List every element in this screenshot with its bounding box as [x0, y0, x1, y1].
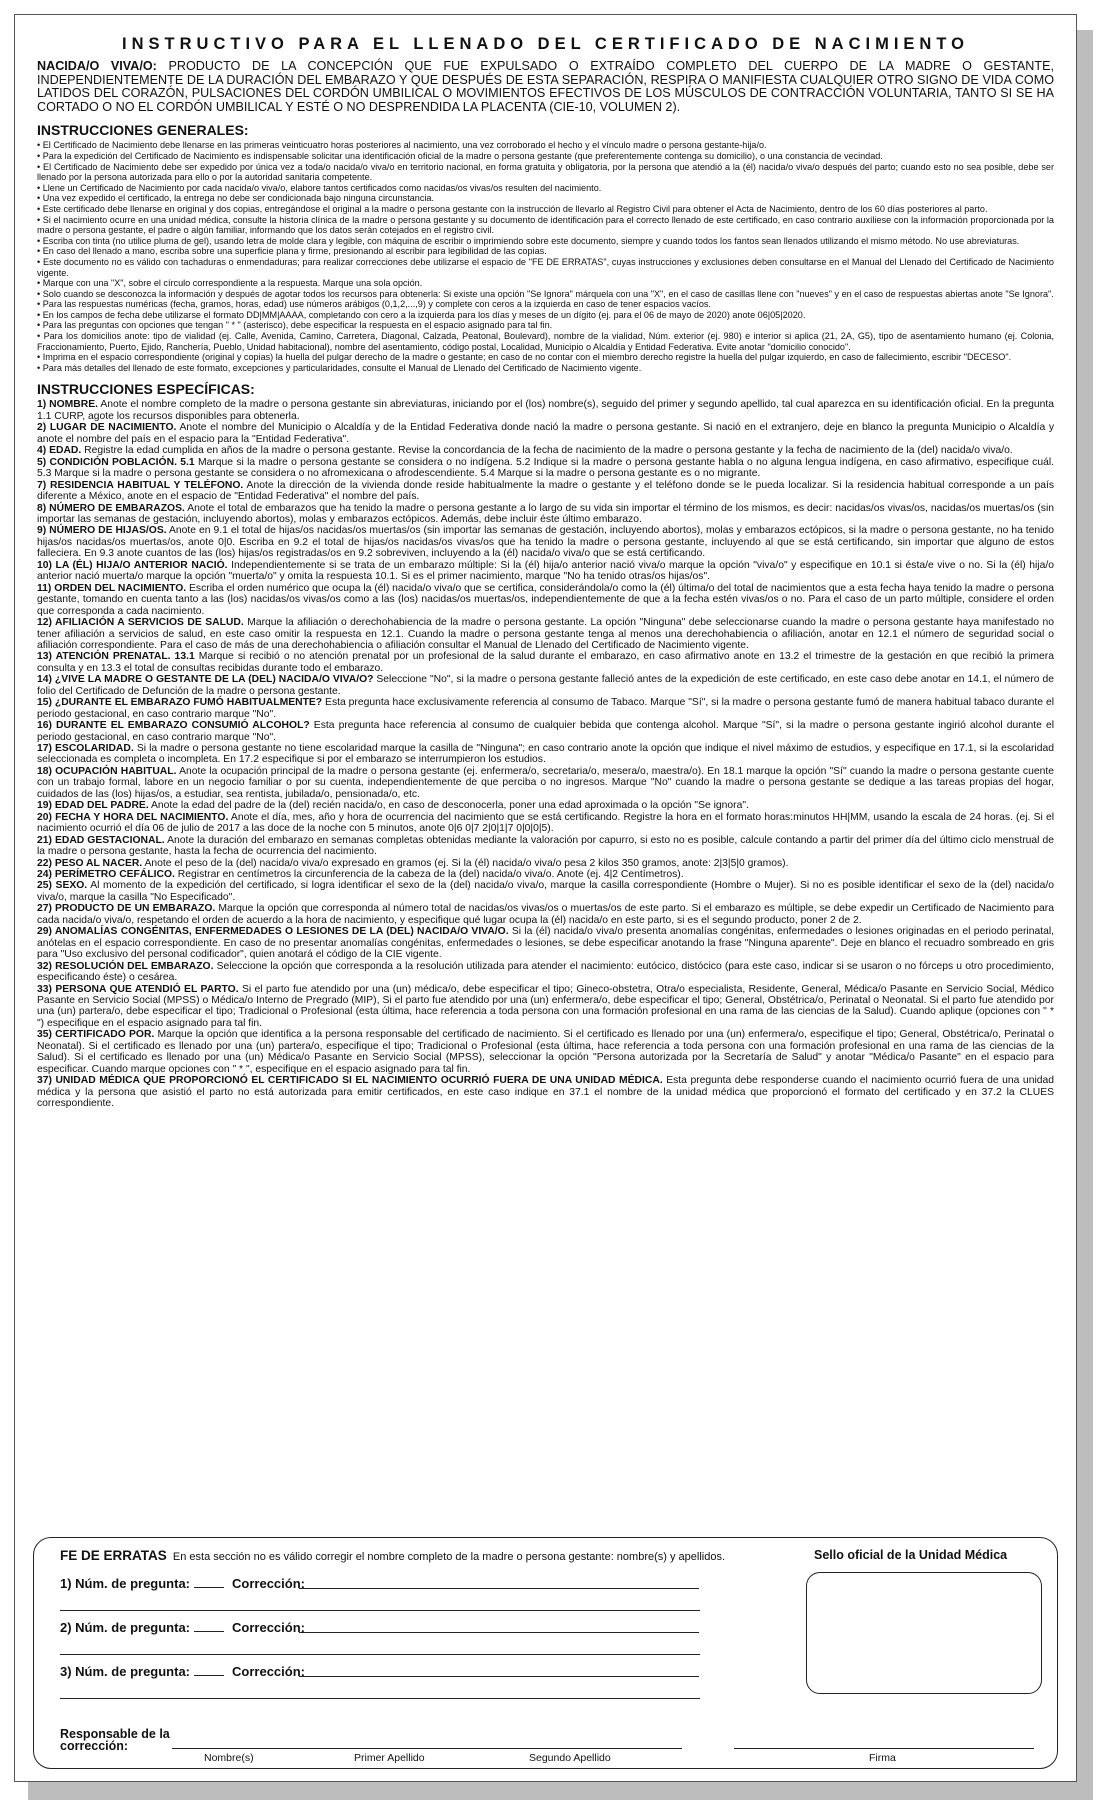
instruction-heading: 35) CERTIFICADO POR. — [37, 1029, 155, 1041]
instruction-heading: 4) EDAD. — [37, 445, 82, 457]
instruction-heading: 17) ESCOLARIDAD. — [37, 743, 134, 755]
instruction-text: Anote la dirección de la vivienda donde reside habitualmente la madre o gestante y el teléfono donde se le pueda localizar. Si la residencia habitual corresponde a un país diferente a México, anote en el espacio de "Entidad Federativa" el nombre del país. — [37, 479, 1054, 503]
correction-field[interactable] — [299, 1588, 699, 1589]
errata-note: En esta sección no es válido corregir el nombre completo de la madre o persona gestante: nombre(s) y apellidos. — [172, 1551, 726, 1563]
instruction-text: Marque la afiliación o derechohabiencia de la madre o persona gestante. La opción "Ninguna" debe seleccionarse cuando la madre o persona gestante haya manifestado no tener afiliación a servicios de salud, en este caso omitir la respuesta en 12.1. Cuando la madre o persona gestante tenga al menos una derechohabiencia o afiliación, anotar en 12.1 el número de seguridad social o afiliación correspondiente. Para el caso de más de una derechohabiencia o afiliación consultar el Manual de Llenado del Certificado de Nacimiento vigente. — [37, 617, 1054, 651]
errata-row — [60, 1664, 305, 1679]
specific-instruction-item — [37, 1029, 1054, 1075]
instruction-text: Anote el peso de la (del) nacida/o viva/o expresado en gramos (ej. Si la (él) nacida/o viva/o pesa 2 kilos 350 gramos, anote: 2|3|5|0 gramos). — [142, 857, 789, 869]
correction-field-line[interactable] — [60, 1610, 700, 1611]
specific-instruction-item — [37, 880, 1054, 903]
caption-second-surname: Segundo Apellido — [529, 1752, 611, 1764]
instruction-text: Marque si recibió o no atención prenatal por un profesional de la salud durante el embarazo, en caso afirmativo anote en 13.2 el trimestre de la gestación en que recibió la primera consulta y en 13.3 el total de consultas recibidas durante todo el embarazo. — [37, 651, 1054, 674]
instruction-text: Si la (él) nacida/o viva/o presenta anomalías congénitas, enfermedades o lesiones originadas en el periodo perinatal, anótelas en el espacio correspondiente. En caso de no presentar anomalías congénitas, enfermedades o lesiones, se debe especificar anotando la frase "Ninguna aparente". Deje en blanco el recuadro sombreado en gris para "Uso exclusivo del personal codificador", quien anotará el código de la CIE vigente. — [37, 926, 1055, 961]
correction-field-line[interactable] — [60, 1698, 700, 1699]
general-instruction-item: • Para las respuestas numéricas (fecha, gramos, horas, edad) use números arábigos (0,1,2,...,9) y complete con ceros a la izquierda en caso de tener espacios vacíos. — [37, 299, 1054, 310]
errata-row — [60, 1576, 305, 1591]
specific-instruction-item — [37, 961, 1054, 984]
instruction-heading: 9) NÚMERO DE HIJAS/OS. — [37, 525, 167, 537]
instruction-heading: 37) UNIDAD MÉDICA QUE PROPORCIONÓ EL CERTIFICADO SI EL NACIMIENTO OCURRIÓ FUERA DE UNA UNIDAD MÉDICA. — [37, 1075, 663, 1087]
instruction-text: Anote la duración del embarazo en semanas completas obtenidas mediante la valoración por capurro, si esto no es posible, calcule contando a partir del primer día del último ciclo menstrual de la madre o persona gestante, hasta la fecha de ocurrencia del nacimiento. — [37, 834, 1054, 858]
instruction-heading: 22) PESO AL NACER. — [37, 857, 143, 869]
specific-instruction-item — [37, 926, 1054, 960]
general-instruction-item: • Marque con una "X", sobre el círculo correspondiente a la respuesta. Marque una sola opción. — [37, 278, 1054, 289]
instruction-text: Independientemente si se trata de un embarazo múltiple: Si la (él) hija/o anterior nació viva/o marque la opción "viva/o" y especifique en 10.1 si ésta/e vive o no. Si la (él) hija/o anterior nació muerta/o marque la opción "muerta/o" y omita la respuesta 10.1. Si es el primer nacimiento, marque "No ha tenido otras/os hijas/os". — [37, 559, 1054, 583]
general-instructions-list — [37, 140, 1054, 373]
specific-instruction-item — [37, 869, 1054, 880]
specific-instruction-item — [37, 984, 1054, 1030]
question-number-field[interactable] — [194, 1631, 224, 1632]
instruction-heading: 8) NÚMERO DE EMBARAZOS. — [37, 502, 185, 514]
caption-signature: Firma — [869, 1752, 896, 1764]
errata-section — [33, 1537, 1058, 1769]
instruction-text: Marque la opción que identifica a la persona responsable del certificado de nacimiento. Si el certificado es llenado por una (un) enfermera/o, especifique el tipo; General, Obstétrica/o, Perinatal o Neonatal). Si el certificado es llenado por una (un) partera/o, especifique el tipo; Tradicional o Profesional (esta última, hace referencia a toda persona con una formación profesional en una rama de las ciencias de la Salud). Si el certificado es llenado por una (un) Médica/o Pasante en Servicio Social (MPSS), seleccionar la opción "Persona autorizada por la Secretaría de Salud" y anotar "Médica/o Pasante" en el espacio para especificar. Cuando marque opciones con " * ", especifique en el espacio asignado para tal fin. — [37, 1029, 1054, 1075]
specific-instruction-item — [37, 903, 1054, 926]
definition-text: PRODUCTO DE LA CONCEPCIÓN QUE FUE EXPULSADO O EXTRAÍDO COMPLETO DEL CUERPO DE LA MADRE O GESTANTE, INDEPENDIENTEMENTE DE LA DURACIÓN DEL EMBARAZO Y QUE DESPUÉS DE ESTA SEPARACIÓN, RESPIRA O MANIFIESTA CUALQUIER OTRO SIGNO DE VIDA COMO LATIDOS DEL CORAZÓN, PULSACIONES DEL CORDÓN UMBILICAL O MOVIMIENTOS EFECTIVOS DE LOS MÚSCULOS DE CONTRACCIÓN VOLUNTARIA, TANTO SI SE HA CORTADO O NO EL CORDÓN UMBILICAL Y ESTÉ O NO DESPRENDIDA LA PLACENTA (CIE-10, VOLUMEN 2). — [37, 59, 1054, 114]
general-instruction-item: • Para la expedición del Certificado de Nacimiento es indispensable solicitar una identificación oficial de la madre o persona gestante (que preferentemente contenga su domicilio), o una constancia de vecindad. — [37, 151, 1054, 162]
specific-instruction-item — [37, 583, 1054, 617]
specific-instruction-item — [37, 1075, 1054, 1109]
question-number-label: 1) Núm. de pregunta: — [60, 1576, 191, 1591]
instruction-heading: 27) PRODUCTO DE UN EMBARAZO. — [37, 903, 216, 915]
instruction-heading: 32) RESOLUCIÓN DEL EMBARAZO. — [37, 960, 214, 972]
general-instruction-item: • Si el nacimiento ocurre en una unidad médica, consulte la historia clínica de la madre o persona gestante y su documento de identificación para el correcto llenado de este certificado, en caso contrario auxíliese con la información proporcionada por la madre o persona gestante, el padre o algún familiar, informando que los datos serán cotejados en el registro civil. — [37, 215, 1054, 236]
instruction-text: Anote en 9.1 el total de hijas/os nacidas/os muertas/os (sin importar las semanas de gestación, incluyendo abortos), molas y embarazos ectópicos, si la madre o persona gestante, no ha tenido hijas/os nacidas/os muertas/os, anote 0|0. Escriba en 9.2 el total de hijas/os nacidas/os vivas/os que ha tenido la madre o persona gestante, incluyendo al que se está certificando, sin importar que alguno de estos falleciera. En 9.3 anote cuantos de las (los) hijas/os registradas/os en 9.2 sobreviven, incluyendo a la (él) nacida/o viva/o que se está certificando. — [37, 525, 1054, 560]
question-number-field[interactable] — [194, 1675, 224, 1676]
seal-title: Sello oficial de la Unidad Médica — [814, 1548, 1008, 1562]
correction-label: Corrección: — [232, 1620, 305, 1635]
instruction-text: Anote el nombre completo de la madre o persona gestante sin abreviaturas, iniciando por el (los) nombre(s), seguido del primer y segundo apellido, tal cual aparezca en su identificación oficial. En la pregunta 1.1 CURP, agote los recursos disponibles para obtenerla. — [37, 399, 1054, 422]
instruction-heading: 11) ORDEN DEL NACIMIENTO. — [37, 582, 187, 594]
general-instruction-item: • Llene un Certificado de Nacimiento por cada nacida/o viva/o, elabore tantos certificados como nacidas/os vivas/os resulten del nacimiento. — [37, 183, 1054, 194]
errata-header — [60, 1548, 725, 1563]
instruction-text: Si el parto fue atendido por una (un) médica/o, debe especificar el tipo; Gineco-obstetra, Otra/o especialista, Residente, General, Médica/o Pasante en Servicio Social, Médico Pasante en Servicio Social (MPSS) o Médica/o Interno de Pregrado (MIP), Si el parto fue atendido por una (un) enfermera/o, debe especificar el tipo; General, Obstétrica/o, Perinatal o Neonatal. Si el parto fue atendido por una (un) partera/o, debe especificar el tipo; Tradicional o Profesional (esta última, hace referencia a toda persona con una formación profesional en una rama de las ciencias de la Salud). Cuando aplique (opciones con " * ") especifique en el espacio asignado para tal fin. — [37, 983, 1054, 1029]
specific-instruction-item — [37, 674, 1054, 697]
instruction-heading: 19) EDAD DEL PADRE. — [37, 800, 149, 812]
specific-instruction-item — [37, 560, 1054, 583]
specific-instruction-item — [37, 766, 1054, 800]
general-instruction-item: • En caso del llenado a mano, escriba sobre una superficie plana y firme, presionando al escribir para legibilidad de las copias. — [37, 246, 1054, 257]
instruction-text: Anote el nombre del Municipio o Alcaldía y de la Entidad Federativa donde nació la madre o persona gestante. Si nació en el extranjero, deje en blanco la pregunta Municipio o Alcaldía y anote el nombre del país en el espacio para la "Entidad Federativa". — [37, 422, 1054, 445]
general-instruction-item: • Para más detalles del llenado de este formato, excepciones y particularidades, consulte el Manual de Llenado del Certificado de Nacimiento vigente. — [37, 363, 1054, 374]
instruction-text: Marque la opción que corresponda al número total de nacidas/os vivas/os o muertas/os de este parto. Si el embarazo es múltiple, se debe expedir un Certificado de Nacimiento para cada nacida/o viva/o, respetando el orden de acuerdo a la hora de nacimiento, y especifique qué lugar ocupa la (él) nacida/o en este parto, si es el segundo producto, poner 2 de 2. — [37, 903, 1055, 926]
specific-instruction-item — [37, 858, 1054, 869]
instruction-text: Esta pregunta hace referencia al consumo de cualquier bebida que contenga alcohol. Marque "Sí", si la madre o persona gestante ingirió alcohol durante el periodo gestacional, en caso contrario marque "No". — [37, 720, 1054, 743]
errata-row — [60, 1620, 305, 1635]
instruction-heading: 24) PERÍMETRO CEFÁLICO. — [37, 869, 175, 881]
instruction-heading: 29) ANOMALÍAS CONGÉNITAS, ENFERMEDADES O LESIONES DE LA (DEL) NACIDA/O VIVA/O. — [37, 926, 509, 938]
specific-instructions-list — [37, 399, 1054, 1109]
instruction-text: Seleccione "No", si la madre o persona gestante falleció antes de la expedición de este certificado, en este caso debe anotar en 14.1, el número de folio del Certificado de Defunción de la madre o persona gestante. — [37, 674, 1054, 697]
specific-instruction-item — [37, 503, 1054, 526]
correction-field[interactable] — [299, 1632, 699, 1633]
specific-heading: INSTRUCCIONES ESPECÍFICAS: — [37, 381, 255, 398]
correction-field-line[interactable] — [60, 1654, 700, 1655]
specific-instruction-item — [37, 720, 1054, 743]
general-instruction-item: • Escriba con tinta (no utilice pluma de gel), usando letra de molde clara y legible, con máquina de escribir o imprimiendo sobre este documento, siempre y cuando todos los fantos sean llenados utilizando el mismo método. No use abreviaturas. — [37, 236, 1054, 247]
general-instruction-item: • En los campos de fecha debe utilizarse el formato DD|MM|AAAA, completando con cero a la izquierda para los días y meses de un dígito (ej. para el 06 de mayo de 2020) anote 06|05|2020. — [37, 310, 1054, 321]
correction-label: Corrección: — [232, 1576, 305, 1591]
instruction-heading: 20) FECHA Y HORA DEL NACIMIENTO. — [37, 811, 229, 823]
instruction-text: Registrar en centímetros la circunferencia de la cabeza de la (del) nacida/o viva/o. Anote (ej. 4|2 Centímetros). — [174, 869, 684, 881]
instruction-heading: 12) AFILIACIÓN A SERVICIOS DE SALUD. — [37, 617, 244, 629]
instruction-text: Anote el día, mes, año y hora de ocurrencia del nacimiento que se está certificando. Registre la hora en el formato horas:minutos HH|MM, usando la escala de 24 horas. (ej. Si el nacimiento ocurrió el día 06 de julio de 2017 a las doce de la noche con 5 minutos, anote 0|6 0|7 2|0|1|7 0|0|0|5). — [37, 811, 1054, 835]
general-instruction-item: • Imprima en el espacio correspondiente (original y copias) la huella del pulgar derecho de la madre o gestante; en caso de no contar con el miembro derecho registre la huella del pulgar izquierdo, en caso de fallecimiento, escribir "DECESO". — [37, 352, 1054, 363]
instruction-text: Registre la edad cumplida en años de la madre o persona gestante. Revise la concordancia de la fecha de nacimiento de la madre o persona gestante y la fecha de nacimiento de la (del) nacida/o viva/o. — [81, 445, 1013, 457]
specific-instruction-item — [37, 617, 1054, 651]
errata-title: FE DE ERRATAS — [60, 1548, 167, 1563]
general-heading: INSTRUCCIONES GENERALES: — [37, 122, 249, 139]
question-number-label: 2) Núm. de pregunta: — [60, 1620, 191, 1635]
specific-instruction-item — [37, 697, 1054, 720]
general-instruction-item: • Para los domicilios anote: tipo de vialidad (ej. Calle, Avenida, Camino, Carretera, Diagonal, Calzada, Peatonal, Boulevard), nombre de la vialidad, Núm. exterior (ej. 980) e interior si aplica (21, 2A, G5), tipo de asentamiento humano (ej. Colonia, Fraccionamiento, Puerto, Ejido, Ranchería, Pueblo, Unidad habitacional), nombre del asentamiento, código postal, Localidad, Municipio o Alcaldía y Entidad Federativa. Evite anotar "domicilio conocido". — [37, 331, 1054, 352]
instruction-heading: 16) DURANTE EL EMBARAZO CONSUMIÓ ALCOHOL? — [37, 720, 310, 732]
caption-first-surname: Primer Apellido — [354, 1752, 425, 1764]
seal-box — [806, 1572, 1042, 1694]
general-instruction-item: • Solo cuando se desconozca la información y después de agotar todos los recursos para obtenerla: Si existe una opción "Se Ignora" márquela con una "X", en el caso de casillas llene con "nueves" y en el caso de respuestas abiertas anote "Se Ignora". — [37, 289, 1054, 300]
instruction-text: Escriba el orden numérico que ocupa la (él) nacida/o viva/o que se certifica, considerándola/o como la (él) última/o del total de nacimientos que a esta fecha haya tenido la madre o persona gestante, tomando en cuenta tanto a las (los) nacidas/os vivas/os como a las (los) nacidas/os muertas/os, independientemente de que a la fecha estén vivas/os o no. Para el caso de un parto múltiple, considere el orden que corresponda a cada nacimiento. — [37, 582, 1054, 617]
specific-instruction-item — [37, 743, 1054, 766]
instruction-text: Esta pregunta debe responderse cuando el nacimiento ocurrió fuera de una unidad médica y la persona que asistió el parto no está autorizada para emitir certificados, en este caso indique en 37.1 el nombre de la unidad médica que proporcionó el formato del certificado y en 37.2 la CLUES correspondiente. — [37, 1075, 1054, 1110]
instruction-heading: 21) EDAD GESTACIONAL. — [37, 834, 165, 846]
instruction-heading: 7) RESIDENCIA HABITUAL Y TELÉFONO. — [37, 479, 244, 491]
specific-instruction-item — [37, 835, 1054, 858]
instruction-heading: 33) PERSONA QUE ATENDIÓ EL PARTO. — [37, 983, 239, 995]
instruction-text: Anote el total de embarazos que ha tenido la madre o persona gestante a lo largo de su vida sin importar el término de los mismos, es decir: nacidas/os vivas/os, nacidas/os muertas/os (sin importar las semanas de gestación, incluyendo abortos), molas y embarazos ectópicos. Además, debe incluir éste último embarazo. — [37, 502, 1054, 525]
instruction-heading: 1) NOMBRE. — [37, 399, 98, 411]
responsible-name-field[interactable] — [172, 1748, 682, 1749]
general-instruction-item: • El Certificado de Nacimiento debe ser expedido por única vez a toda/o nacida/o viva/o en territorio nacional, en forma gratuita y obligatoria, por la persona que atendió a la (él) nacida/o viva/o después del parto; cuando esto no sea posible, debe ser llenado por la persona autorizada para ello o por la autoridad sanitaria competente. — [37, 162, 1054, 183]
correction-field[interactable] — [299, 1676, 699, 1677]
general-instruction-item: • Este documento no es válido con tachaduras o enmendaduras; para realizar correcciones debe utilizarse el espacio de "FE DE ERRATAS", cuyas instrucciones y exclusiones deben consultarse en el Manual del Llenado del Certificado de Nacimiento vigente. — [37, 257, 1054, 278]
instruction-text: Anote la edad del padre de la (del) recién nacida/o, en caso de desconocerla, poner una edad aproximada o la opción "Se ignora". — [148, 800, 749, 812]
specific-instruction-item — [37, 525, 1054, 559]
signature-field[interactable] — [734, 1748, 1034, 1749]
question-number-label: 3) Núm. de pregunta: — [60, 1664, 191, 1679]
instruction-heading: 2) LUGAR DE NACIMIENTO. — [37, 422, 177, 434]
instruction-heading: 10) LA (ÉL) HIJA/O ANTERIOR NACIÓ. — [37, 559, 228, 571]
specific-instruction-item — [37, 422, 1054, 445]
specific-instruction-item — [37, 800, 1054, 811]
instruction-text: Anote la ocupación principal de la madre o persona gestante (ej. enfermera/o, secretaria/o, mesera/o, maestra/o). En 18.1 marque la opción "Sí" cuando la madre o persona gestante cuente con un trabajo formal, labore en un negocio familiar o por su cuenta, independientemente de que perciba o no ingresos. Marque "No" cuando la madre o persona gestante se dedique a las tareas propias del hogar, cuidados de las (los) hijas/os, a estudiar, sea rentista, jubilada/o, pensionada/o, etc. — [37, 765, 1054, 800]
instruction-heading: 5) CONDICIÓN POBLACIÓN. 5.1 — [37, 456, 195, 468]
caption-name: Nombre(s) — [204, 1752, 254, 1764]
responsible-label: Responsable de la corrección: — [60, 1727, 170, 1753]
definition-term: NACIDA/O VIVA/O: — [37, 59, 157, 73]
general-instruction-item: • Este certificado debe llenarse en original y dos copias, entregándose el original a la madre o persona gestante con la instrucción de llevarlo al Registro Civil para obtener el Acta de Nacimiento, dentro de los 60 días posteriores al parto. — [37, 204, 1054, 215]
specific-instruction-item — [37, 399, 1054, 422]
instruction-heading: 25) SEXO. — [37, 880, 88, 892]
live-birth-definition — [37, 60, 1054, 114]
specific-instruction-item — [37, 812, 1054, 835]
general-instruction-item: • Una vez expedido el certificado, la entrega no debe ser condicionada bajo ninguna circunstancia. — [37, 193, 1054, 204]
instruction-heading: 13) ATENCIÓN PRENATAL. 13.1 — [37, 651, 195, 663]
document-page — [14, 14, 1077, 1782]
general-instruction-item: • El Certificado de Nacimiento debe llenarse en las primeras veinticuatro horas posteriores al nacimiento, una vez corroborado el hecho y el vínculo madre o persona gestante-hija/o. — [37, 140, 1054, 151]
instruction-text: Marque si la madre o persona gestante se considera o no indígena. 5.2 Indique si la madre o persona gestante habla o no alguna lengua indígena, en caso afirmativo, especifique cuál. 5.3 Marque si la madre o persona gestante se considera o no afromexicana o afrodescendiente. 5.4 Marque si la madre o persona gestante es o no migrante. — [37, 456, 1055, 480]
instruction-text: Esta pregunta hace exclusivamente referencia al consumo de Tabaco. Marque "Sí", si la madre o persona gestante fumó de manera habitual tabaco durante el periodo gestacional, en caso contrario marque "No". — [37, 697, 1054, 720]
specific-instruction-item — [37, 480, 1054, 503]
instruction-text: Seleccione la opción que corresponda a la resolución utilizada para atender el nacimiento: eutócico, distócico (para este caso, indicar si se usaron o no fórceps u otro procedimiento, especificando éste) o cesárea. — [37, 960, 1055, 984]
instruction-text: Al momento de la expedición del certificado, si logra identificar el sexo de la (del) nacida/o viva/o, marque la casilla correspondiente (Hombre o Mujer). Si no es posible identificar el sexo de la (del) nacida/o viva/o, marque la casilla "No Especificado". — [37, 880, 1054, 903]
general-instruction-item: • Para las preguntas con opciones que tengan " * " (asterisco), debe especificar la respuesta en el espacio asignado para tal fin. — [37, 320, 1054, 331]
question-number-field[interactable] — [194, 1587, 224, 1588]
specific-instruction-item — [37, 651, 1054, 674]
instruction-heading: 14) ¿VIVE LA MADRE O GESTANTE DE LA (DEL) NACIDA/O VIVA/O? — [37, 674, 374, 686]
instruction-heading: 18) OCUPACIÓN HABITUAL. — [37, 765, 177, 777]
specific-instruction-item — [37, 445, 1054, 456]
instruction-text: Si la madre o persona gestante no tiene escolaridad marque la casilla de "Ninguna"; en caso contrario anote la opción que indique el nivel máximo de estudios, y especifique en 17.1, si la escolaridad seleccionada es completa o incompleta. En 17.2 especifique si por el embarazo se interrumpieron los estudios. — [37, 743, 1054, 766]
document-title: INSTRUCTIVO PARA EL LLENADO DEL CERTIFICADO DE NACIMIENTO — [122, 35, 969, 53]
instruction-heading: 15) ¿DURANTE EL EMBARAZO FUMÓ HABITUALMENTE? — [37, 697, 323, 709]
specific-instruction-item — [37, 457, 1054, 480]
correction-label: Corrección: — [232, 1664, 305, 1679]
